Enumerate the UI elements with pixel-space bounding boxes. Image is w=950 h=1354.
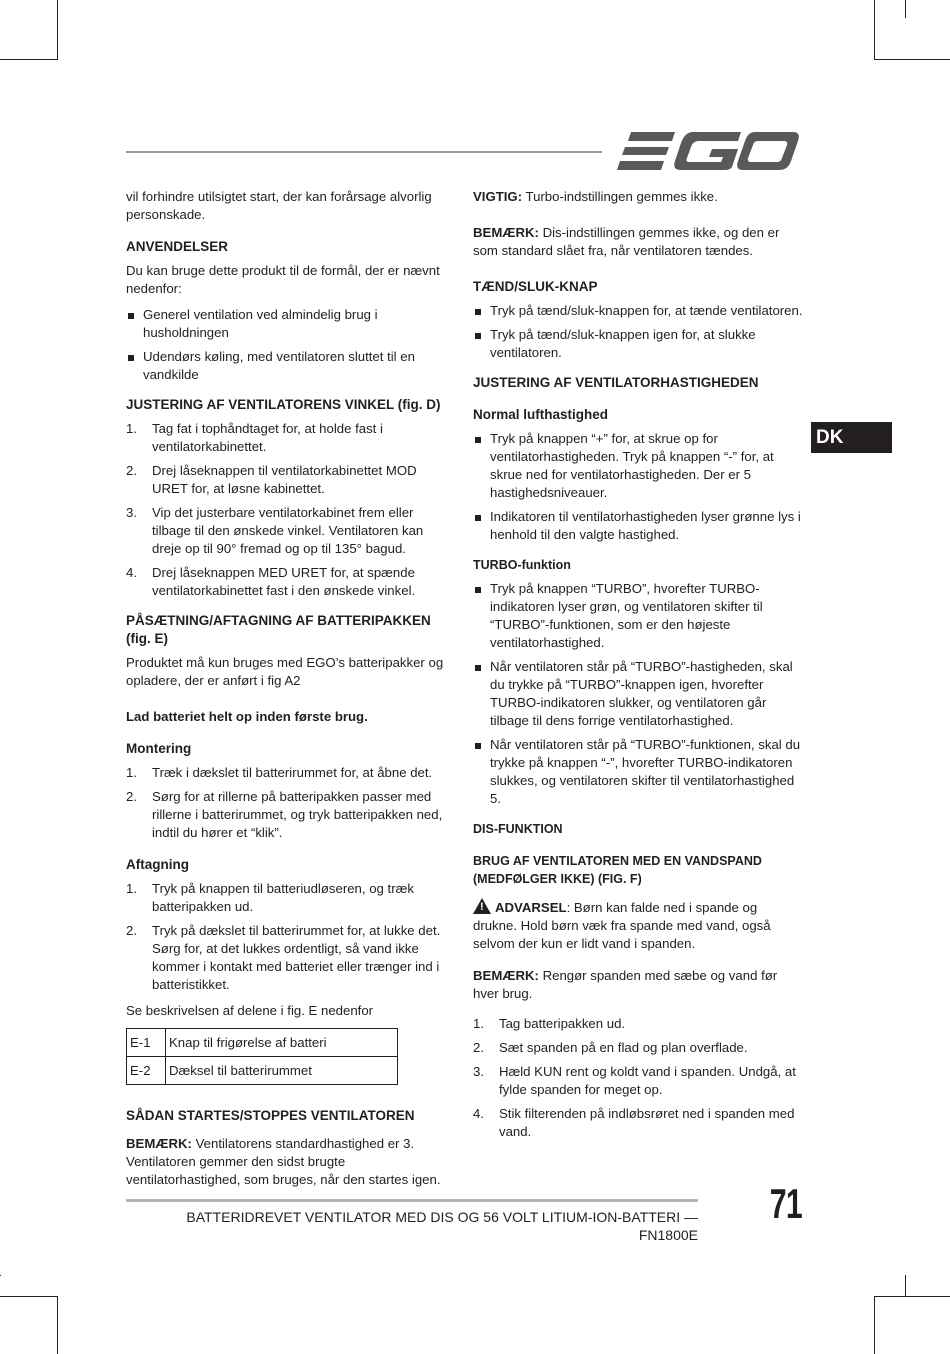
crop-mark: [905, 1275, 906, 1297]
list-item: 1. Tag fat i tophåndtaget for, at holde fast i ventilatorkabinettet.: [126, 421, 383, 454]
anvendelser-text: Du kan bruge dette produkt til de formål, der er nævnt nedenfor:: [126, 263, 440, 296]
crop-mark: [57, 0, 58, 60]
montering-steps: [126, 764, 454, 842]
right-column: [473, 188, 803, 1153]
crop-mark: [0, 1275, 1, 1276]
crop-mark: [905, 0, 906, 18]
list-item: Tryk på knappen “TURBO”, hvorefter TURBO-indikatoren lyser grøn, og ventilatoren skifter til “TURBO”-funktionen, som er den højeste ventilatorhastighed.: [473, 580, 803, 652]
parts-description: Se beskrivelsen af delene i fig. E nedenfor: [126, 1003, 374, 1018]
vigtig-note: VIGTIG: Turbo-indstillingen gemmes ikke.: [473, 189, 718, 204]
aftagning-steps: [126, 880, 454, 994]
warning-note: !ADVARSEL: Børn kan falde ned i spande og drukne. Hold børn væk fra spande med vand, også selvom der kun er lidt vand i spanden.: [473, 898, 803, 953]
part-code: E-1: [127, 1029, 166, 1057]
batteri-bold-note: Lad batteriet helt op inden første brug.: [126, 709, 368, 724]
normal-list: [473, 430, 803, 544]
parts-table: [126, 1028, 398, 1085]
turbo-list: [473, 580, 803, 808]
list-item: 2. Drej låseknappen til ventilatorkabinettet MOD URET for, at løsne kabinettet.: [126, 463, 417, 496]
header-rule: [126, 151, 602, 153]
subtitle-aftagning: Aftagning: [126, 857, 189, 872]
list-item: 2. Sørg for at rillerne på batteripakken passer med rillerne i batterirummet, og tryk batteripakken ned, indtil du hører et “klik”.: [126, 789, 443, 840]
section-title-start: SÅDAN STARTES/STOPPES VENTILATOREN: [126, 1108, 415, 1123]
crop-mark: [0, 59, 58, 60]
section-title-taend: TÆND/SLUK-KNAP: [473, 279, 598, 294]
list-item: Generel ventilation ved almindelig brug i husholdningen: [126, 306, 454, 342]
list-item: 2. Sæt spanden på en flad og plan overflade.: [473, 1040, 748, 1055]
subtitle-montering: Montering: [126, 741, 192, 756]
subtitle-normal: Normal lufthastighed: [473, 407, 609, 422]
list-item: 4. Drej låseknappen MED URET for, at spænde ventilatorkabinettet fast i den ønskede vinkel.: [126, 565, 416, 598]
start-note: BEMÆRK: Ventilatorens standardhastighed er 3. Ventilatoren gemmer den sidst brugte ventilatorhastighed, som bruges, når den startes igen.: [126, 1136, 441, 1187]
bemaerk-spand-note: BEMÆRK: Rengør spanden med sæbe og vand før hver brug.: [473, 968, 778, 1001]
section-title-vandspand: BRUG AF VENTILATOREN MED EN VANDSPAND (MEDFØLGER IKKE) (FIG. F): [473, 854, 762, 886]
vinkel-steps: [126, 420, 454, 600]
subtitle-turbo: TURBO-funktion: [473, 558, 571, 572]
list-item: Tryk på tænd/sluk-knappen for, at tænde ventilatoren.: [473, 302, 803, 320]
bemaerk-note: BEMÆRK: Dis-indstillingen gemmes ikke, og den er som standard slået fra, når ventilatoren tændes.: [473, 225, 780, 258]
list-item: Når ventilatoren står på “TURBO”-hastigheden, skal du trykke på “TURBO”-knappen igen, hvorefter TURBO-indikatoren slukker, og ventilatoren går tilbage til dens forrige ventilatorhastighed.: [473, 658, 803, 730]
list-item: Tryk på knappen “+” for, at skrue op for ventilatorhastigheden. Tryk på knappen “-” for, at skrue ned for ventilatorhastigheden. Der er 5 hastighedsniveauer.: [473, 430, 803, 502]
table-row: [127, 1057, 398, 1085]
section-title-hastighed: JUSTERING AF VENTILATORHASTIGHEDEN: [473, 375, 759, 390]
part-name: Dæksel til batterirummet: [166, 1057, 398, 1085]
crop-mark: [0, 1296, 58, 1297]
list-item: Udendørs køling, med ventilatoren sluttet til en vandkilde: [126, 348, 454, 384]
table-row: [127, 1029, 398, 1057]
language-tab: DK: [811, 422, 892, 453]
section-title-dis: DIS-FUNKTION: [473, 822, 563, 836]
crop-mark: [874, 1296, 875, 1354]
part-name: Knap til frigørelse af batteri: [166, 1029, 398, 1057]
footer-title: BATTERIDREVET VENTILATOR MED DIS OG 56 VOLT LITIUM-ION-BATTERI — FN1800E: [186, 1209, 698, 1243]
ego-logo: [617, 130, 799, 177]
intro-text: vil forhindre utilsigtet start, der kan forårsage alvorlig personskade.: [126, 189, 432, 222]
list-item: 3. Hæld KUN rent og koldt vand i spanden. Undgå, at fylde spanden for meget op.: [473, 1064, 796, 1097]
part-code: E-2: [127, 1057, 166, 1085]
crop-mark: [57, 1296, 58, 1354]
taend-list: [473, 302, 803, 362]
section-title-vinkel: JUSTERING AF VENTILATORENS VINKEL (fig. D): [126, 397, 441, 412]
anvendelser-list: [126, 306, 454, 384]
list-item: 1. Tryk på knappen til batteriudløseren, og træk batteripakken ud.: [126, 881, 414, 914]
list-item: Indikatoren til ventilatorhastigheden lyser grønne lys i henhold til den valgte hastighed.: [473, 508, 803, 544]
list-item: 2. Tryk på dækslet til batterirummet for, at lukke det. Sørg for, at det lukkes ordentligt, så vand ikke kommer i kontakt med batteriet eller trænger ind i batteristikket.: [126, 923, 441, 992]
crop-mark: [874, 0, 875, 60]
left-column: [126, 188, 454, 1201]
vandspand-steps: [473, 1015, 803, 1141]
warning-icon: [473, 898, 491, 914]
list-item: Tryk på tænd/sluk-knappen igen for, at slukke ventilatoren.: [473, 326, 803, 362]
list-item: 3. Vip det justerbare ventilatorkabinet frem eller tilbage til den ønskede vinkel. Ventilatoren kan dreje op til 90° fremad og op til 135° bagud.: [126, 505, 424, 556]
section-title-batteri: PÅSÆTNING/AFTAGNING AF BATTERIPAKKEN (fig. E): [126, 613, 431, 646]
crop-mark: [874, 59, 950, 60]
list-item: 1. Tag batteripakken ud.: [473, 1016, 626, 1031]
batteri-text: Produktet må kun bruges med EGO’s batteripakker og opladere, der er anført i fig A2: [126, 655, 444, 688]
footer-rule: [126, 1199, 698, 1202]
list-item: 1. Træk i dækslet til batterirummet for, at åbne det.: [126, 765, 433, 780]
page-number: 71: [769, 1180, 802, 1227]
section-title-anvendelser: ANVENDELSER: [126, 239, 229, 254]
crop-mark: [874, 1296, 950, 1297]
list-item: 4. Stik filterenden på indløbsrøret ned i spanden med vand.: [473, 1106, 795, 1139]
list-item: Når ventilatoren står på “TURBO”-funktionen, skal du trykke på knappen “-”, hvorefter TURBO-indikatoren slukkes, og ventilatoren skifter til ventilatorhastighed 5.: [473, 736, 803, 808]
